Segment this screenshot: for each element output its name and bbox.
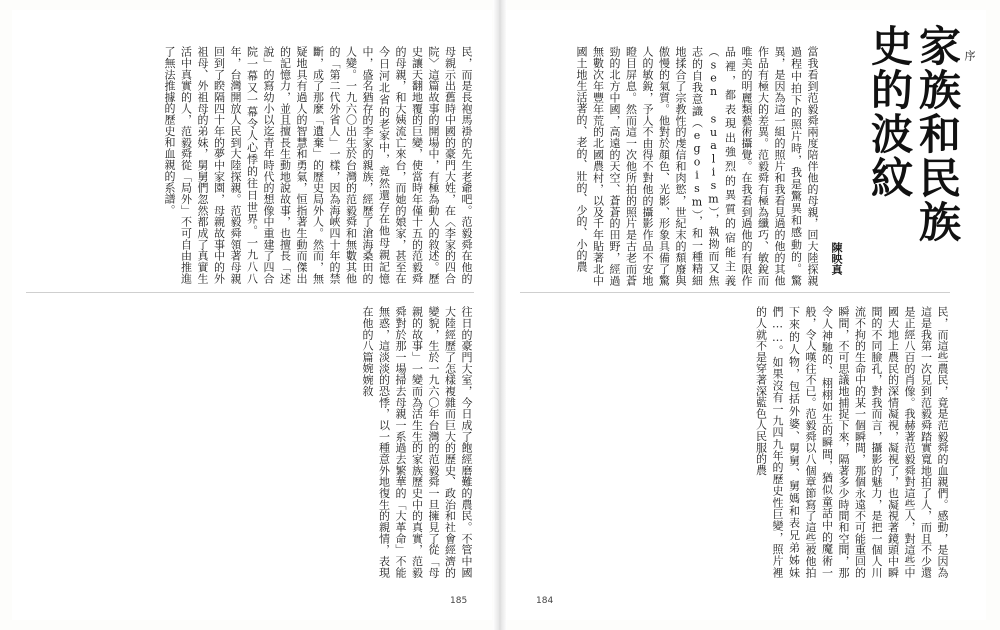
right-section-divider bbox=[520, 292, 950, 293]
left-section-divider bbox=[26, 292, 474, 293]
left-page bbox=[12, 10, 492, 620]
left-page-number: 185 bbox=[450, 596, 468, 606]
right-page-bottom-text: 民，而這些農民，竟是范毅舜的血親們。感動，是因為這是我第一次見到范毅舜踏實寬地拍了人，而且不少還是正經八百的肖像。我赫著范毅舜對這些人，對這些中國大地上農民的深情凝視，凝視了，也凝視著鏡頭中瞬間的不同臉孔，對我而言，攝影的魅力，是把一個人川流不拘的生命中的某一個瞬間，那個永遠不可能重回的瞬間，不可思議地捕捉下來，隔著多少時間和空間，那令人神馳的、栩栩如生的瞬間，猶似童話中的魔術一般，令人嘆往不已。范毅舜以八個章節寫了這些被他拍下來的人物，包括外婆、舅舅、舅媽和表兄弟姊妹們……。如果沒有一九四九年的歷史性巨變，照片裡的人就不是穿著深藍色人民服的農 bbox=[754, 306, 949, 578]
chapter-title: 家族和民族史的波紋 bbox=[865, 24, 962, 244]
right-page-number: 184 bbox=[536, 596, 554, 606]
author-name: 陳映真 bbox=[830, 242, 843, 275]
preface-label: 序 bbox=[963, 50, 976, 61]
left-page-top-text: 民，而是長袍馬褂的先生老爺吧。范毅舜在他的母親示出舊時中國的豪門大姓，在〈李家的四合院〉這篇故事的開場中，有極為動人的敘述。歷史讓天翻地覆的巨變，使當時年僅十五的范毅舜的母親，和大姨流亡來台，而她的娘家，甚至在今日河北省的老家中，竟然還存在他母親記憶中，盛名猶存的李家的親族，經歷了滄海桑田的人變。一九六〇出生於台灣的范毅舜和無數其他的「第二代外省人」一樣，因為海峽四十年的禁斷，成了那麼「遺棄」的歷史局外人。然而，無疑地具有過人的智慧和勇氣，恒指著生動而傑出的記憶力，並且擅長生動地說故事，也擅長「述說」的寫幼小以迄青年時代的想像中重建了四合院一幕又一幕令人心悸的往日世界。一九八八年，台灣開放人民到大陸探親。范毅舜領著母親回到了睽隔四十年的夢中家園，母親故事中的外祖母、外祖母的弟妹，舅舅們忽然都成了真實生活中真實的人，范毅舜從「局外」不可自由推進了無法推據的歷史和血親的系譜。 bbox=[163, 46, 473, 284]
right-page-top-text: 當我看到范毅舜兩度陪伴他的母親，回大陸探親過程中拍下的照片時，我是驚異和感動的。驚異，是因為這一組的照片和我看見過的他的其他作品有極大的差異。范毅舜有極為纖巧、敏銳而唯美的明麗類藝術攝覺。在我看到過他的有限作品裡，都表現出強烈的異質的宿能主義（sen sualism），執拗而又焦志的自我意識（egoism），和一種精細地揉合了宗教性的虔信和肉慾，世紀末的頹廢與傲慢的氣質。他對於顏色、光影、形象具備了驚人的敏銳，予人不由得不對他的攝影作品不安地瞪目屏息。然而這一次他所拍的照片是古老而蒼勁的北方中國，高遠的天空、蒼蒼的田野，經過無數次年豐年荒的北國農村，以及千年貼著北中國土地生活著的、老的、壯的、少的、小的農 bbox=[575, 46, 819, 286]
left-page-bottom-text: 往日的豪門大室，今日成了飽經磨難的農民。不管中國大陸經歷了怎樣複雜而巨大的歷史、政治和社會經濟的變貌，生於一九六〇年台灣的范毅舜一旦擁見了從「母親的故事」一變而為活生生的家族歷史中的真實，范毅舜對於那一場掃去母親一系過去繁華的「大革命」不能無惑，這淡淡的恐悸，以一種意外地復生的親情，表現在他的八篇婉婉敘 bbox=[361, 306, 473, 578]
book-gutter bbox=[493, 0, 507, 630]
right-page bbox=[506, 10, 986, 620]
